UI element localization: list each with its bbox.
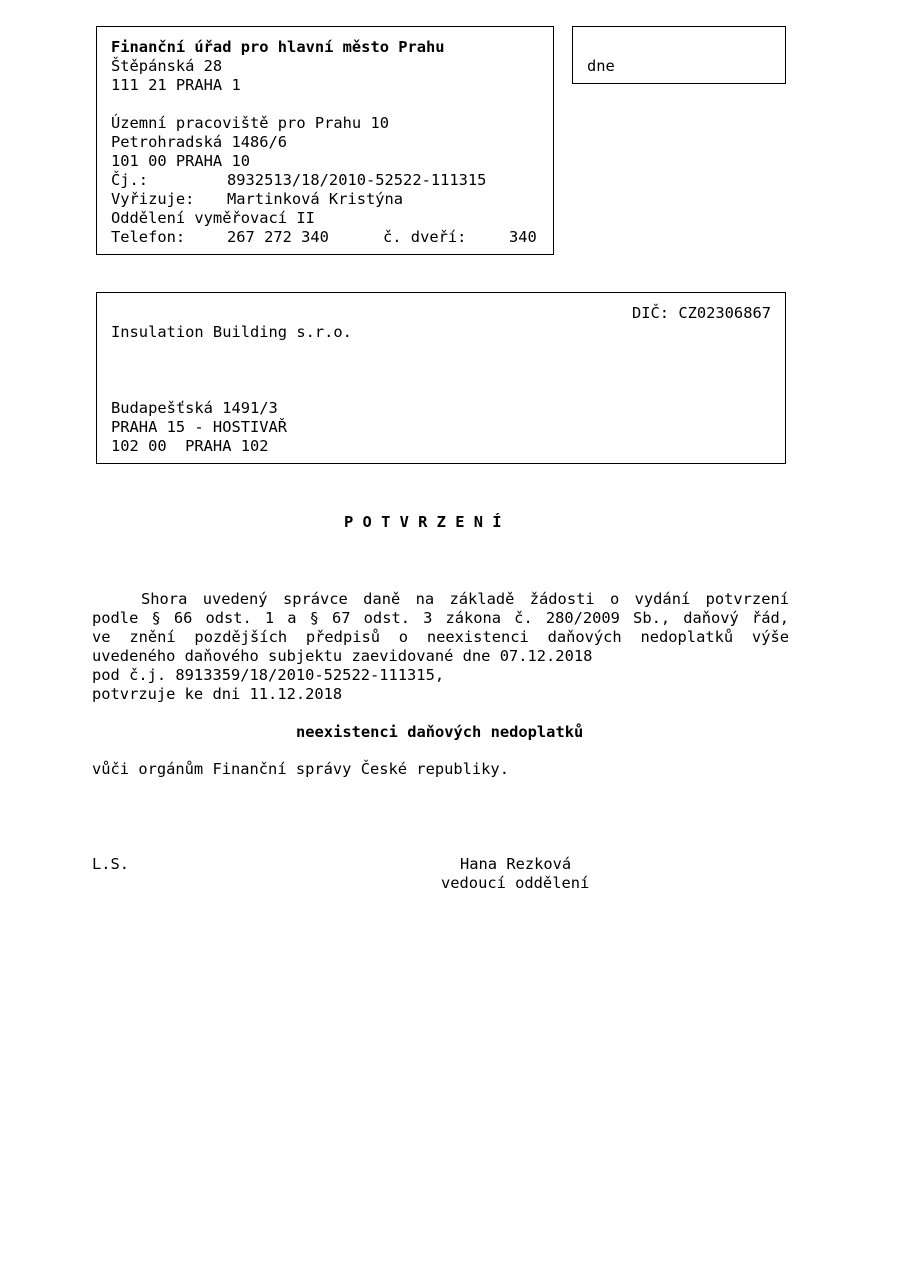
workplace-name: Územní pracoviště pro Prahu 10 — [111, 114, 389, 132]
office-city: 111 21 PRAHA 1 — [111, 76, 241, 94]
seal-mark: L.S. — [92, 855, 130, 873]
recipient-name: Insulation Building s.r.o. — [111, 323, 352, 341]
office-street: Štěpánská 28 — [111, 57, 223, 75]
signatory-role: vedoucí oddělení — [441, 874, 590, 892]
confirmation-subject: neexistenci daňových nedoplatků — [296, 723, 584, 741]
department: Oddělení vyměřovací II — [111, 209, 315, 227]
body-line-3: ve znění pozdějších předpisů o neexistenci daňových nedoplatků výše — [92, 628, 789, 646]
reference-label: Čj.: — [111, 171, 149, 189]
workplace-street: Petrohradská 1486/6 — [111, 133, 288, 151]
phone-label: Telefon: — [111, 228, 186, 246]
body-line-4: uvedeného daňového subjektu zaevidované dne 07.12.2018 — [92, 647, 593, 665]
recipient-district: PRAHA 15 - HOSTIVAŘ — [111, 418, 288, 436]
office-name: Finanční úřad pro hlavní město Prahu — [111, 38, 445, 56]
body-line-2: podle § 66 odst. 1 a § 67 odst. 3 zákona č. 280/2009 Sb., daňový řád, — [92, 609, 789, 627]
document-title: P O T V R Z E N Í — [344, 513, 502, 531]
handler-label: Vyřizuje: — [111, 190, 195, 208]
door-label: č. dveří: — [383, 228, 467, 246]
workplace-city: 101 00 PRAHA 10 — [111, 152, 250, 170]
body-line-1: Shora uvedený správce daně na základě žádosti o vydání potvrzení — [141, 590, 789, 608]
reference-number: 8932513/18/2010-52522-111315 — [227, 171, 487, 189]
date-label: dne — [587, 57, 615, 75]
recipient-dic: DIČ: CZ02306867 — [632, 304, 771, 322]
door-number: 340 — [509, 228, 537, 246]
handler-name: Martinková Kristýna — [227, 190, 404, 208]
closing-line: vůči orgánům Finanční správy České republiky. — [92, 760, 509, 778]
signatory-name: Hana Rezková — [460, 855, 572, 873]
phone-number: 267 272 340 — [227, 228, 329, 246]
recipient-postal: 102 00 PRAHA 102 — [111, 437, 269, 455]
body-line-6: potvrzuje ke dni 11.12.2018 — [92, 685, 343, 703]
recipient-street: Budapešťská 1491/3 — [111, 399, 278, 417]
body-line-5: pod č.j. 8913359/18/2010-52522-111315, — [92, 666, 445, 684]
